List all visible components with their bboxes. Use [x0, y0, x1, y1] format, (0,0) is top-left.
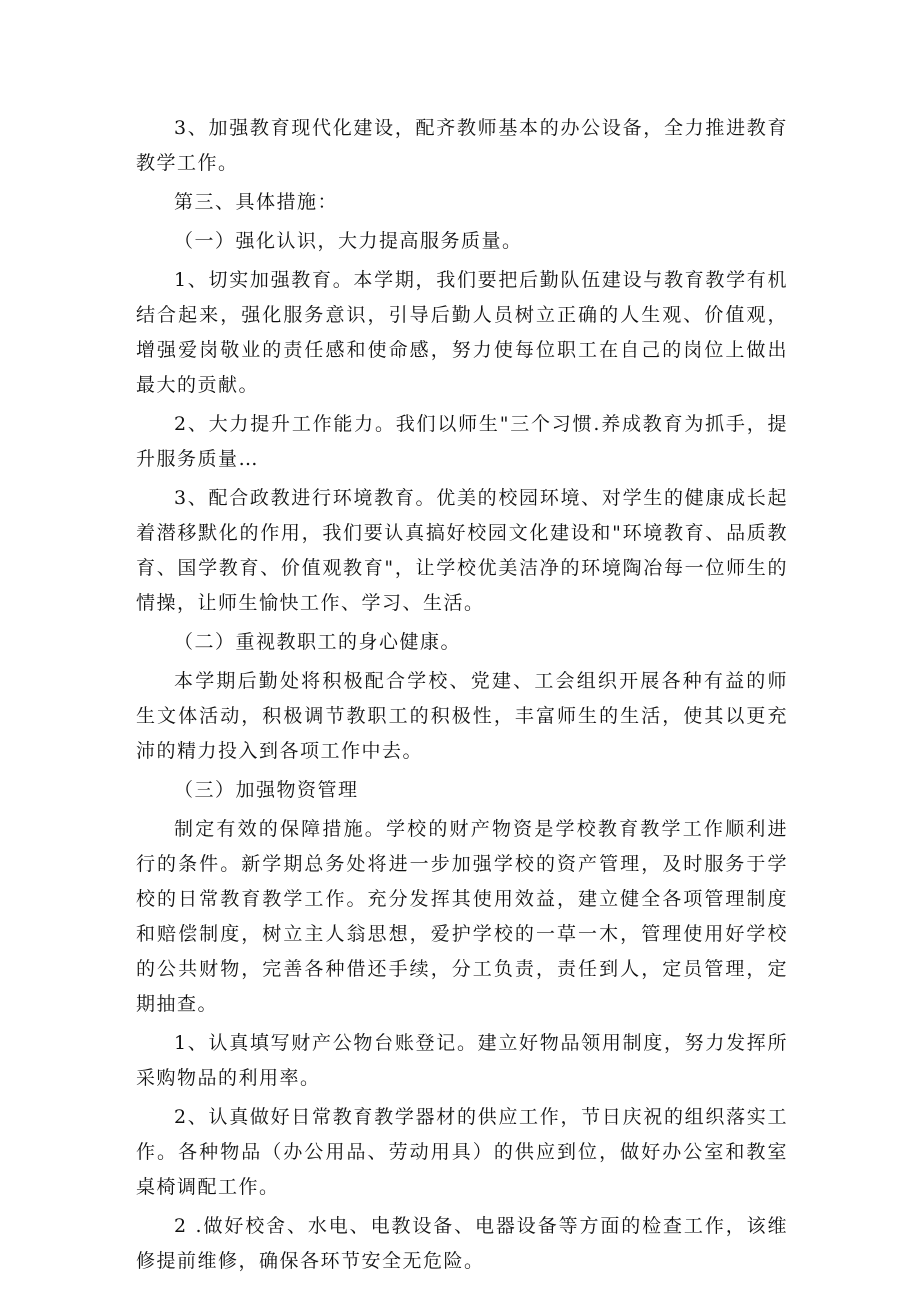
paragraph-ability: 2、大力提升工作能力。我们以师生"三个习惯.养成教育为抓手，提升服务质量… — [136, 413, 788, 470]
paragraph-assets: 制定有效的保障措施。学校的财产物资是学校教育教学工作顺利进行的条件。新学期总务处将进一步加强学校的资产管理，及时服务于学校的日常教育教学工作。充分发挥其使用效益，建立健全各项管理制度和赔偿制度，树立主人翁思想，爱护学校的一草一木，管理使用好学校的公共财物，完善各种借还手续，分工负责，责任到人，定员管理，定期抽查。 — [136, 818, 788, 1015]
subheading-2: （二）重视教职工的身心健康。 — [174, 631, 462, 653]
paragraph-education: 1、切实加强教育。本学期，我们要把后勤队伍建设与教育教学有机结合起来，强化服务意识，引导后勤人员树立正确的人生观、价值观，增强爱岗敬业的责任感和使命感，努力使每位职工在自己的岗位上做出最大的贡献。 — [136, 269, 788, 396]
paragraph-supply: 2、认真做好日常教育教学器材的供应工作，节日庆祝的组织落实工作。各种物品（办公用品、劳动用具）的供应到位，做好办公室和教室桌椅调配工作。 — [136, 1106, 788, 1198]
document-body — [136, 111, 788, 1283]
section-heading-measures: 第三、具体措施： — [174, 191, 339, 213]
paragraph-health: 本学期后勤处将积极配合学校、党建、工会组织开展各种有益的师生文体活动，积极调节教职工的积极性，丰富师生的生活，使其以更充沛的精力投入到各项工作中去。 — [136, 670, 788, 762]
paragraph-ledger: 1、认真填写财产公物台账登记。建立好物品领用制度，努力发挥所采购物品的利用率。 — [136, 1032, 788, 1089]
paragraph-goal-3: 3、加强教育现代化建设，配齐教师基本的办公设备，全力推进教育教学工作。 — [136, 117, 788, 174]
paragraph-inspection: 2 .做好校舍、水电、电教设备、电器设备等方面的检查工作，该维修提前维修，确保各环节安全无危险。 — [136, 1215, 788, 1272]
paragraph-environment: 3、配合政教进行环境教育。优美的校园环境、对学生的健康成长起着潜移默化的作用，我们要认真搞好校园文化建设和"环境教育、品质教育、国学教育、价值观教育"，让学校优美洁净的环境陶冶每一位师生的情操，让师生愉快工作、学习、生活。 — [136, 487, 788, 614]
subheading-1: （一）强化认识，大力提高服务质量。 — [174, 230, 523, 252]
subheading-3: （三）加强物资管理 — [174, 779, 359, 801]
